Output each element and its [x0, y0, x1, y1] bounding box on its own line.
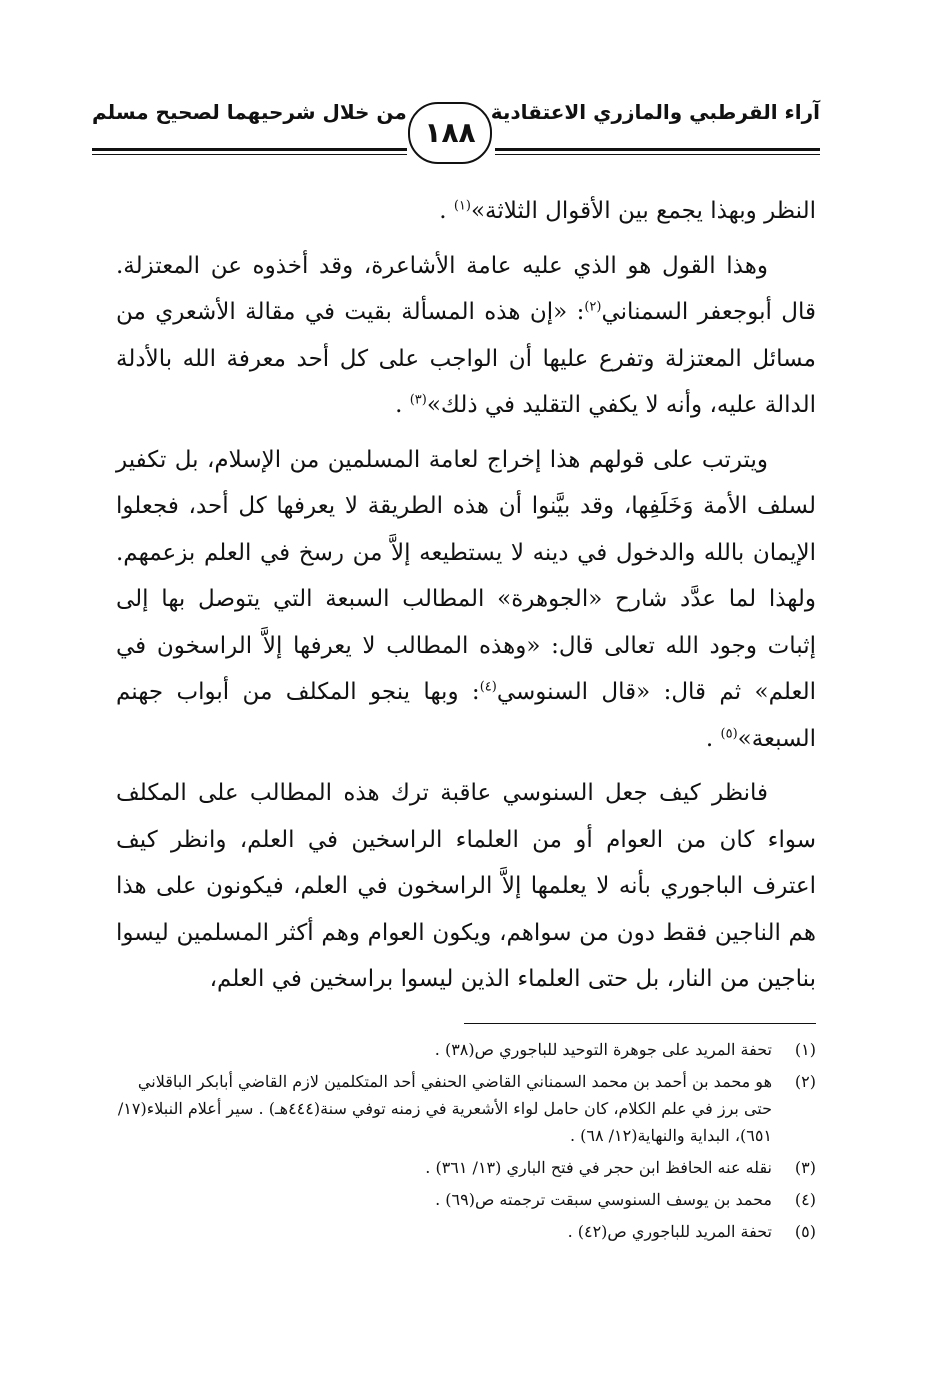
- paragraph-2: [116, 243, 816, 429]
- footnote-separator: [464, 1023, 816, 1024]
- paragraph-3-text-b: : وبها ينجو المكلف من أبواب جهنم السبعة»: [116, 679, 816, 752]
- header-rule-left-thick: [92, 148, 407, 151]
- footnote-ref-5: (٥): [720, 725, 738, 741]
- footnote-4: [116, 1186, 816, 1213]
- footnote-5: [116, 1218, 816, 1245]
- header-rule-right-thin: [495, 154, 820, 155]
- paragraph-1-text: النظر وبهذا يجمع بين الأقوال الثلاثة»: [470, 198, 816, 224]
- footnote-ref-2: (٢): [584, 299, 602, 315]
- paragraph-3: [116, 437, 816, 763]
- footnote-number: (١): [794, 1040, 816, 1059]
- footnote-number: (٢): [794, 1072, 816, 1091]
- footnote-ref-4: (٤): [479, 679, 497, 695]
- header-title-right: آراء القرطبي والمازري الاعتقادية: [490, 100, 820, 124]
- footnotes: [116, 1036, 816, 1250]
- footnote-text: هو محمد بن أحمد بن محمد السمناني القاضي الحنفي أحد المتكلمين لازم القاضي أبابكر الباقلاني حتى برز في علم الكلام، كان حامل لواء الأشعرية في زمنه توفي سنة(٤٤٤هـ) . سير أعلام النبلاء(١٧/ ٦٥١)، البداية والنهاية(١٢/ ٦٨) .: [117, 1072, 772, 1145]
- paragraph-3-text-a: ويترتب على قولهم هذا إخراج لعامة المسلمين من الإسلام، بل تكفير لسلف الأمة وَخَلَفِها، وقد بيَّنوا أن هذه الطريقة لا يعرفها كل أحد، فجعلوا الإيمان بالله والدخول في دينه لا يستطيعه إلاَّ من رسخ في العلم بزعمهم. ولهذا لما عدَّد شارح «الجوهرة» المطالب السبعة التي يتوصل بها إلى إثبات وجود الله تعالى قال: «وهذه المطالب لا يعرفها إلاَّ الراسخون في العلم» ثم قال: «قال السنوسي: [116, 446, 816, 705]
- paragraph-2-text-a: وهذا القول هو الذي عليه عامة الأشاعرة، وقد أخذوه عن المعتزلة. قال أبوجعفر السمناني: [116, 252, 816, 325]
- paragraph-2-end: .: [395, 392, 410, 418]
- footnote-number: (٣): [794, 1158, 816, 1177]
- header-title-left: من خلال شرحيهما لصحيح مسلم: [92, 100, 407, 124]
- paragraph-4-text: فانظر كيف جعل السنوسي عاقبة ترك هذه المطالب على المكلف سواء كان من العوام أو من العلماء الراسخين في العلم، وانظر كيف اعترف الباجوري بأنه لا يعلمها إلاَّ الراسخون في العلم، فيكونون على هذا هم الناجين فقط دون من سواهم، ويكون العوام وهم أكثر المسلمين ليسوا بناجين من النار، بل حتى العلماء الذين ليسوا براسخين في العلم،: [116, 780, 816, 992]
- footnote-text: نقله عنه الحافظ ابن حجر في فتح الباري (١٣/ ٣٦١) .: [425, 1158, 772, 1177]
- page-number: ١٨٨: [408, 102, 492, 164]
- footnote-text: تحفة المريد على جوهرة التوحيد للباجوري ص(٣٨) .: [434, 1040, 772, 1059]
- paragraph-3-end: .: [705, 725, 721, 752]
- footnote-text: محمد بن يوسف السنوسي سبقت ترجمته ص(٦٩) .: [435, 1190, 772, 1209]
- footnote-number: (٤): [794, 1190, 816, 1209]
- footnote-text: تحفة المريد للباجوري ص(٤٢) .: [567, 1222, 772, 1241]
- header-rule-right-thick: [495, 148, 820, 151]
- paragraph-1: [116, 188, 816, 235]
- running-header: [92, 92, 820, 162]
- paragraph-1-end: .: [439, 198, 454, 224]
- footnote-2: [116, 1068, 816, 1149]
- footnote-ref-1: (١): [453, 198, 471, 214]
- paragraph-2-text-b: : «إن هذه المسألة بقيت في مقالة الأشعري من مسائل المعتزلة وتفرع عليها أن الواجب على كل أحد معرفة الله بالأدلة الدالة عليه، وأنه لا يكفي التقليد في ذلك»: [116, 299, 817, 418]
- header-rule-left-thin: [92, 154, 407, 155]
- main-text: [116, 188, 816, 1011]
- footnote-number: (٥): [794, 1222, 816, 1241]
- footnote-3: [116, 1154, 816, 1181]
- paragraph-4: [116, 770, 816, 1003]
- footnote-1: [116, 1036, 816, 1063]
- footnote-ref-3: (٣): [409, 392, 427, 408]
